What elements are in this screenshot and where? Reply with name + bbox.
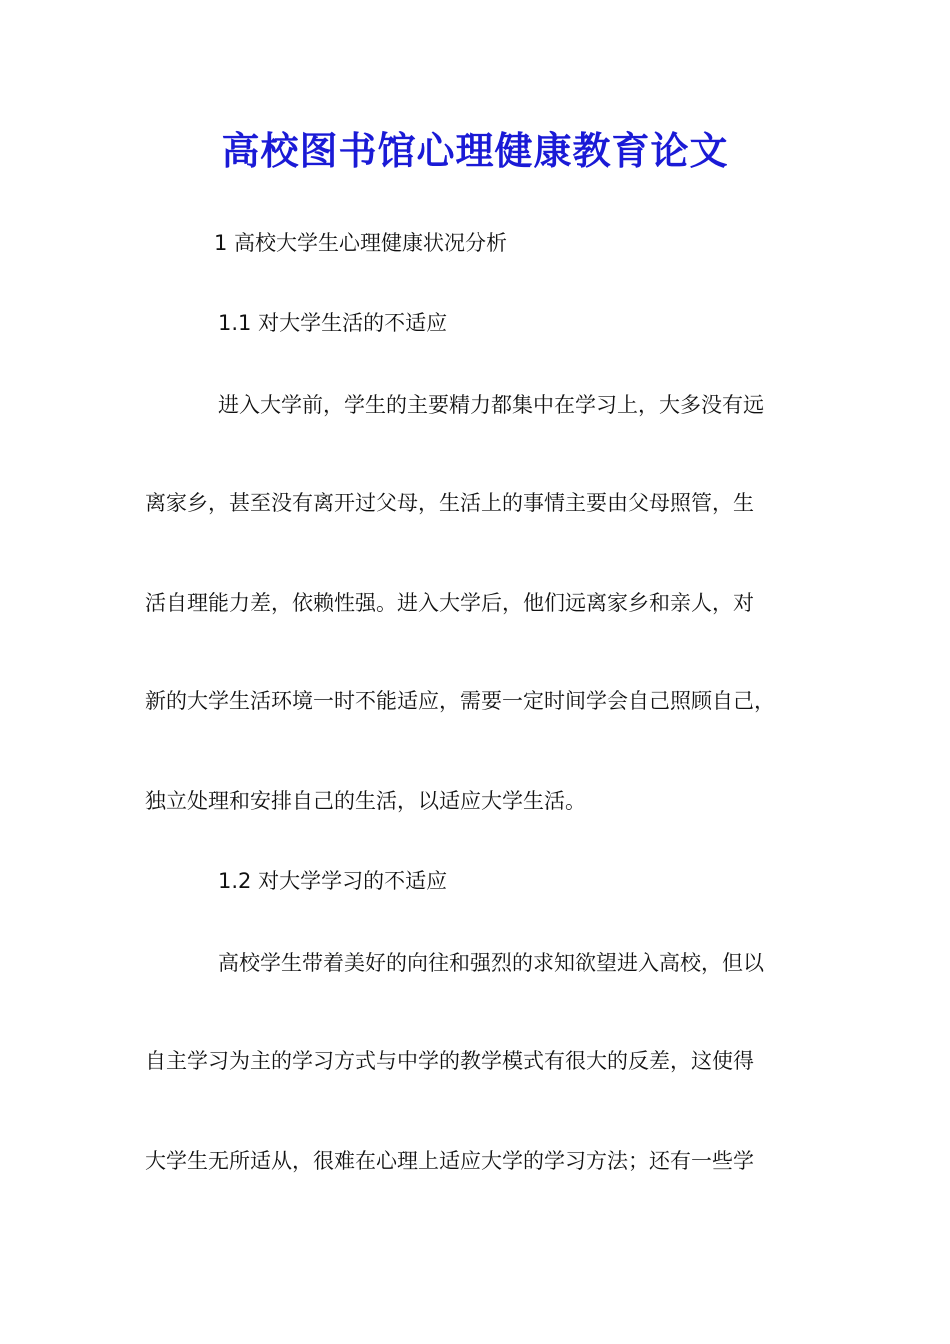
subsection-heading-1-1: 1.1 对大学生活的不适应 [218,311,448,335]
paragraph-line: 进入大学前，学生的主要精力都集中在学习上，大多没有远 [218,393,764,417]
paragraph-line: 新的大学生活环境一时不能适应，需要一定时间学会自己照顾自己， [145,689,775,713]
document-title: 高校图书馆心理健康教育论文 [221,128,729,173]
subsection-heading-1-2: 1.2 对大学学习的不适应 [218,869,448,893]
section-heading-1: 1 高校大学生心理健康状况分析 [214,231,508,255]
paragraph-line: 高校学生带着美好的向往和强烈的求知欲望进入高校，但以 [218,951,764,975]
paragraph-line: 大学生无所适从，很难在心理上适应大学的学习方法；还有一些学 [145,1149,754,1173]
paragraph-line: 离家乡，甚至没有离开过父母，生活上的事情主要由父母照管，生 [145,491,754,515]
paragraph-line: 独立处理和安排自己的生活，以适应大学生活。 [145,789,586,813]
paragraph-line: 自主学习为主的学习方式与中学的教学模式有很大的反差，这使得 [145,1049,754,1073]
paragraph-line: 活自理能力差，依赖性强。进入大学后，他们远离家乡和亲人，对 [145,591,754,615]
